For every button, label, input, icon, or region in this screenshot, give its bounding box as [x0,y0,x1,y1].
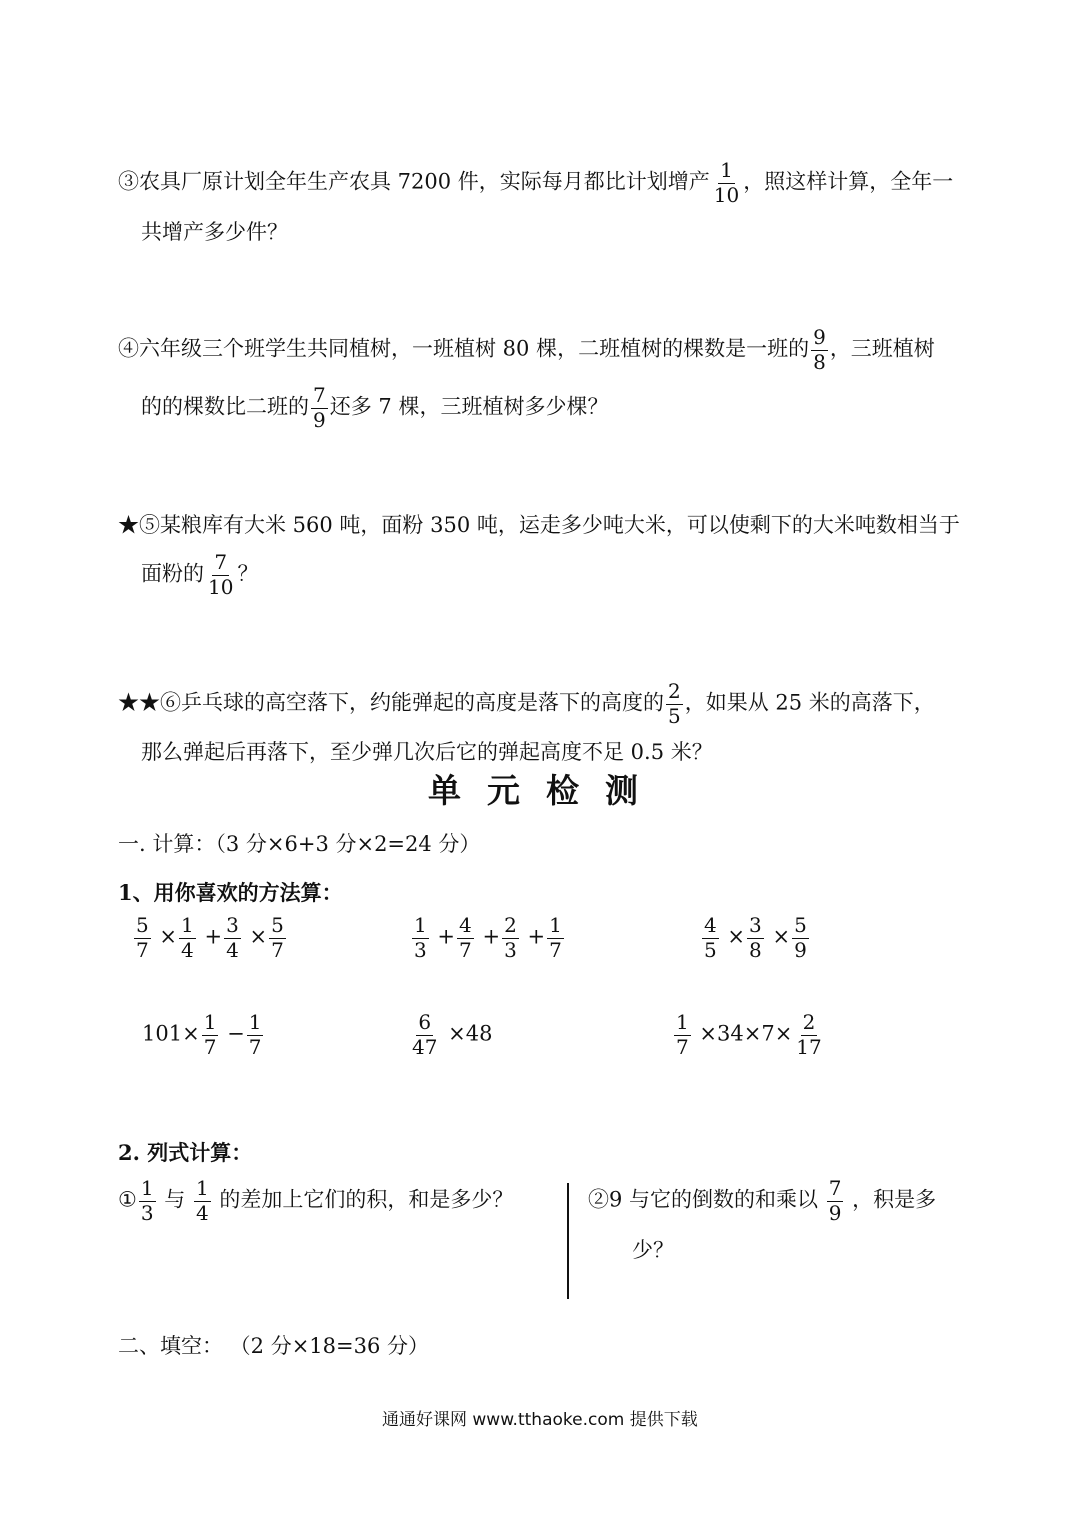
calc-expression-3 [700,915,811,961]
frac-den: 9 [313,407,326,432]
frac-den: 10 [713,182,740,207]
word-calc-2-line-1 [588,1178,936,1224]
frac-den: 7 [459,937,472,962]
item-number: ① [118,1187,137,1212]
fraction [412,915,429,961]
fraction [139,1178,156,1224]
frac-den: 5 [704,937,717,962]
calc-expression-4 [142,1012,265,1058]
frac-num: 1 [676,1010,689,1034]
frac-den: 7 [271,937,284,962]
problem-3-line-2: 共增产多少件？ [141,220,288,244]
calc-expression-6 [672,1012,826,1058]
frac-den: 4 [226,937,239,962]
fraction-1-10 [712,160,741,206]
problem-6-line-1 [118,681,935,727]
frac-num: 7 [828,1176,842,1200]
calc-expression-5 [408,1012,492,1058]
frac-num: 3 [749,913,762,937]
fraction-7-9 [311,385,328,431]
page-footer: 通通好课网 www.tthaoke.com 提供下载 [382,1410,698,1430]
frac-den: 7 [203,1034,217,1059]
frac-num: 9 [813,325,826,349]
fraction [224,915,241,961]
problem-6-text-a: ★★⑥乒乓球的高空落下，约能弹起的高度是落下的高度的 [118,690,664,715]
frac-den: 47 [412,1034,438,1059]
frac-den: 10 [208,574,234,599]
operator: + [527,924,546,949]
frac-den: 7 [136,937,149,962]
problem-3-text-a: ③农具厂原计划全年生产农具 7200 件，实际每月都比计划增产 [118,169,710,194]
fraction [547,915,564,961]
frac-den: 4 [195,1200,209,1225]
frac-num: 5 [271,913,284,937]
fraction [179,915,196,961]
problem-6-line-2: 那么弹起后再落下，至少弹几次后它的弹起高度不足 0.5 米？ [141,740,713,764]
frac-den: 3 [140,1200,154,1225]
frac-num: 7 [214,550,228,574]
frac-den: 7 [676,1034,689,1059]
problem-3-text-b: ，照这样计算，全年一 [743,169,954,194]
problem-6-text-b: ，如果从 25 米的高落下， [684,690,935,715]
subsection-2-heading: 2. 列式计算： [118,1140,253,1165]
problem-5-line-1: ★⑤某粮库有大米 560 吨，面粉 350 吨，运走多少吨大米，可以使剩下的大米吨数相当于 [118,513,960,537]
problem-3-line-1 [118,160,953,206]
frac-num: 2 [802,1010,816,1034]
fraction [247,1012,264,1058]
column-divider [567,1183,569,1299]
frac-den: 8 [749,937,762,962]
frac-den: 5 [668,703,681,728]
fraction [134,915,151,961]
fraction [502,915,519,961]
operator: − [227,1021,245,1046]
frac-num: 1 [549,913,562,937]
section-1-heading: 一. 计算：（3 分×6+3 分×2=24 分） [118,832,481,856]
problem-5-text-b: ？ [237,561,259,586]
frac-num: 4 [704,913,717,937]
frac-den: 17 [796,1034,822,1059]
frac-den: 3 [504,937,517,962]
problem-5-text-a: 面粉的 [141,561,204,586]
frac-num: 4 [459,913,472,937]
operator: × [159,924,178,949]
term: 的差加上它们的积，和是多少？ [219,1187,514,1212]
frac-num: 1 [140,1176,154,1200]
operator: × [772,924,791,949]
fraction [827,1178,844,1224]
unit-test-title: 单元检测 [428,771,664,810]
operator: + [204,924,223,949]
fraction-2-5 [666,681,683,727]
frac-num: 7 [313,383,326,407]
term: 101× [142,1021,200,1046]
fraction [747,915,764,961]
problem-4-text-a: ④六年级三个班学生共同植树，一班植树 80 棵，二班植树的棵数是一班的 [118,336,810,361]
frac-num: 1 [181,913,194,937]
frac-den: 8 [813,349,826,374]
problem-4-line-2 [141,385,608,431]
calc-expression-2 [410,915,566,961]
problem-4-text-b: ，三班植树 [829,336,935,361]
frac-den: 9 [794,937,807,962]
fraction [702,915,719,961]
frac-num: 5 [136,913,149,937]
frac-num: 2 [504,913,517,937]
term: ②9 与它的倒数的和乘以 [588,1187,819,1212]
term: ×34×7× [699,1021,793,1046]
fraction [269,915,286,961]
operator: × [249,924,268,949]
section-2-heading: 二、填空： （2 分×18=36 分） [118,1334,430,1358]
frac-num: 5 [794,913,807,937]
frac-num: 1 [414,913,427,937]
fraction [194,1178,211,1224]
operator: + [437,924,456,949]
term: ×48 [448,1021,493,1046]
fraction [202,1012,219,1058]
word-calc-2-line-2: 少？ [632,1238,674,1262]
frac-num: 1 [195,1176,209,1200]
problem-5-line-2 [141,552,258,598]
term: ，积是多 [852,1187,937,1212]
calc-expression-1 [132,915,288,961]
fraction [674,1012,691,1058]
fraction [457,915,474,961]
frac-den: 7 [549,937,562,962]
frac-den: 3 [414,937,427,962]
frac-den: 4 [181,937,194,962]
fraction-9-8 [811,327,828,373]
operator: + [482,924,501,949]
frac-den: 9 [828,1200,842,1225]
frac-num: 3 [226,913,239,937]
fraction [410,1012,439,1058]
frac-num: 1 [248,1010,262,1034]
problem-4-line-1 [118,327,935,373]
frac-num: 1 [720,158,733,182]
operator: × [727,924,746,949]
frac-num: 1 [203,1010,217,1034]
term: 与 [164,1187,186,1212]
problem-4-text-d: 还多 7 棵，三班植树多少棵？ [329,394,609,419]
fraction-7-10 [206,552,235,598]
frac-num: 6 [418,1010,432,1034]
fraction [792,915,809,961]
problem-4-text-c: 的的棵数比二班的 [141,394,309,419]
subsection-1-heading: 1、用你喜欢的方法算： [118,880,343,905]
frac-den: 7 [248,1034,262,1059]
word-calc-1 [118,1178,513,1224]
frac-num: 2 [668,679,681,703]
fraction [794,1012,823,1058]
